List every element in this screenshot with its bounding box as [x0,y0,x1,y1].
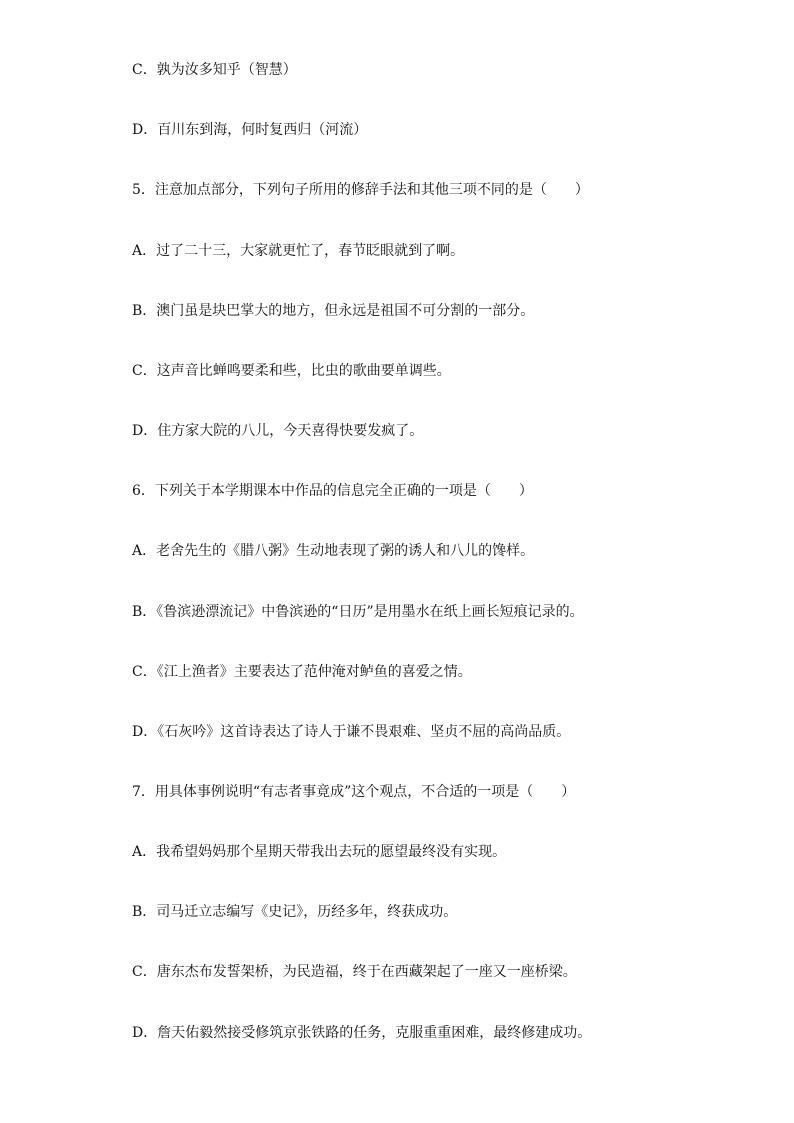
option-d-q7: D．詹天佑毅然接受修筑京张铁路的任务，克服重重困难，最终修建成功。 [132,1025,592,1041]
option-a-q6: A．老舍先生的《腊八粥》生动地表现了粥的诱人和八儿的馋样。 [132,543,535,559]
option-c-q7: C．唐东杰布发誓架桥，为民造福，终于在西藏架起了一座又一座桥梁。 [132,964,577,980]
option-c-q6: C．《江上渔者》主要表达了范仲淹对鲈鱼的喜爱之情。 [132,664,472,680]
option-d-q4: D．百川东到海，何时复西归（河流） [132,122,368,138]
option-b-q6: B．《鲁滨逊漂流记》中鲁滨逊的“日历”是用墨水在纸上画长短痕记录的。 [132,604,584,620]
option-d-q5: D．住方家大院的八儿，今天喜得快要发疯了。 [132,423,424,439]
option-a-q5: A．过了二十三，大家就更忙了，春节眨眼就到了啊。 [132,243,465,259]
question-6: 6．下列关于本学期课本中作品的信息完全正确的一项是（ ） [132,483,533,499]
question-7: 7．用具体事例说明“有志者事竟成”这个观点，不合适的一项是（ ） [132,784,576,800]
option-d-q6: D．《石灰吟》这首诗表达了诗人于谦不畏艰难、坚贞不屈的高尚品质。 [132,724,571,740]
option-b-q5: B．澳门虽是块巴掌大的地方，但永远是祖国不可分割的一部分。 [132,303,535,319]
option-c-q5: C．这声音比蝉鸣要柔和些，比虫的歌曲要单调些。 [132,363,451,379]
question-5: 5．注意加点部分，下列句子所用的修辞手法和其他三项不同的是（ ） [132,182,589,198]
option-a-q7: A．我希望妈妈那个星期天带我出去玩的愿望最终没有实现。 [132,844,507,860]
option-c-q4: C．孰为汝多知乎（智慧） [132,62,297,78]
option-b-q7: B．司马迁立志编写《史记》，历经多年，终获成功。 [132,904,458,920]
